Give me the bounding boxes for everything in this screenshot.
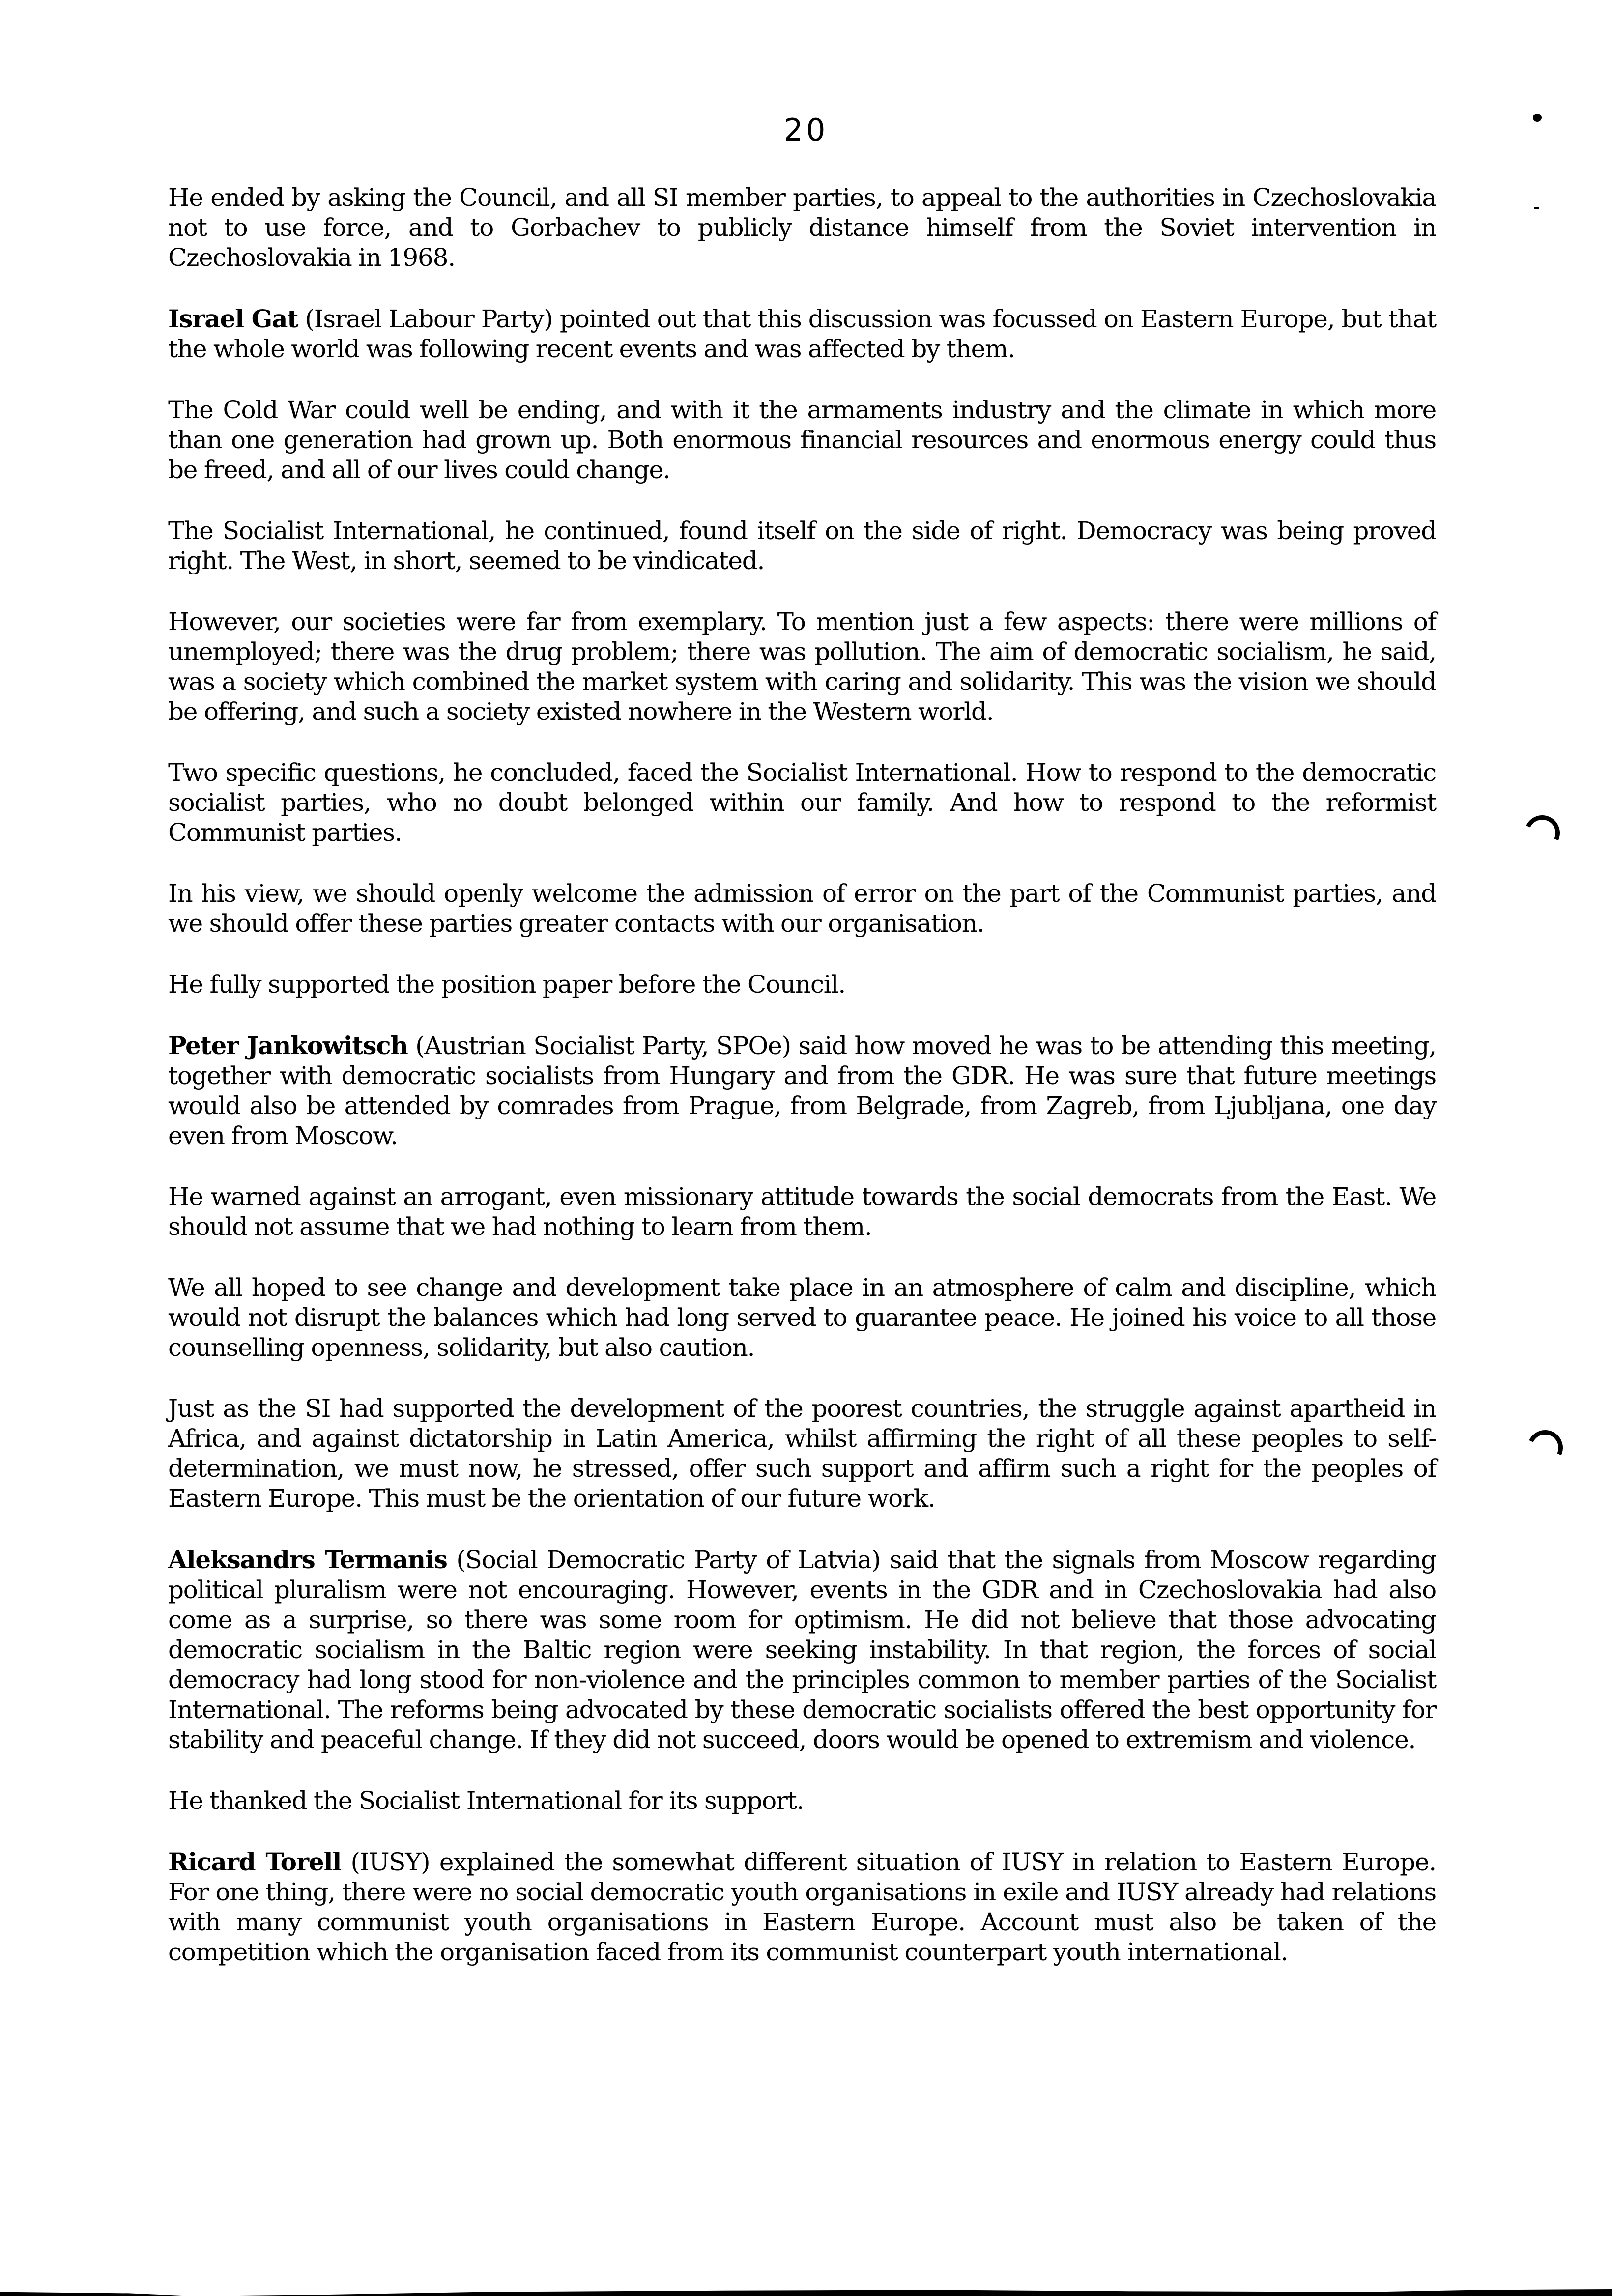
paragraph-speaker (168, 304, 1436, 364)
paragraph-speaker (168, 1031, 1436, 1151)
paragraph-text: He ended by asking the Council, and all SI member parties, to appeal to the authorities in Czechoslovakia not to use force, and to Gorbachev to publicly distance himself from the Soviet intervention in Czechoslovakia in 1968. (168, 183, 1436, 272)
paragraph (168, 1182, 1436, 1242)
speaker-name: Israel Gat (168, 304, 298, 333)
paragraph-text: Just as the SI had supported the development of the poorest countries, the struggle against apartheid in Africa, and against dictatorship in Latin America, whilst affirming the right of all these peoples to self-determination, we must now, he stressed, offer such support and affirm such a right for the peoples of Eastern Europe. This must be the orientation of our future work. (168, 1394, 1436, 1513)
paragraph-text: He warned against an arrogant, even missionary attitude towards the social democrats from the East. We should not assume that we had nothing to learn from them. (168, 1182, 1436, 1241)
paragraph (168, 1786, 1436, 1816)
speaker-name: Ricard Torell (168, 1847, 342, 1876)
paragraph (168, 879, 1436, 939)
paragraph-text: (Austrian Socialist Party, SPOe) said how moved he was to be attending this meeting, together with democratic socialists from Hungary and from the GDR. He was sure that future meetings would also be attended by comrades from Prague, from Belgrade, from Zagreb, from Ljubljana, one day even from Moscow. (168, 1032, 1436, 1150)
paragraph-text: The Cold War could well be ending, and with it the armaments industry and the climate in which more than one generation had grown up. Both enormous financial resources and enormous energy could thus be freed, and all of our lives could change. (168, 396, 1436, 484)
paragraph-text: He fully supported the position paper before the Council. (168, 970, 846, 999)
paragraph (168, 395, 1436, 485)
paragraph-text: (Israel Labour Party) pointed out that this discussion was focussed on Eastern Europe, but that the whole world was following recent events and was affected by them. (168, 305, 1436, 363)
scan-bottom-edge (0, 2289, 1612, 2296)
paragraph-speaker (168, 1545, 1436, 1755)
paragraph-text: In his view, we should openly welcome the admission of error on the part of the Communist parties, and we should offer these parties greater contacts with our organisation. (168, 879, 1436, 938)
paragraph (168, 516, 1436, 576)
speaker-name: Peter Jankowitsch (168, 1031, 408, 1060)
paragraph (168, 607, 1436, 727)
paragraph-text: He thanked the Socialist International for its support. (168, 1786, 804, 1815)
punch-hole-mark (1520, 810, 1565, 856)
paragraph (168, 970, 1436, 1000)
paragraph (168, 1273, 1436, 1363)
page-number: 20 (783, 112, 829, 148)
paragraph-text: We all hoped to see change and development take place in an atmosphere of calm and discipline, which would not disrupt the balances which had long served to guarantee peace. He joined his voice to all those counselling openness, solidarity, but also caution. (168, 1273, 1436, 1362)
paragraph-speaker (168, 1847, 1436, 1967)
paragraph (168, 183, 1436, 273)
document-body (168, 183, 1436, 1998)
paragraph (168, 1394, 1436, 1514)
punch-hole-mark (1523, 1425, 1568, 1470)
paragraph-text: (IUSY) explained the somewhat different situation of IUSY in relation to Eastern Europe. For one thing, there were no social democratic youth organisations in exile and IUSY already had relations with many communist youth organisations in Eastern Europe. Account must also be taken of the competition which the organisation faced from its communist counterpart youth international. (168, 1848, 1436, 1966)
scan-dash-mark (1534, 207, 1539, 209)
paragraph-text: However, our societies were far from exemplary. To mention just a few aspects: there were millions of unemployed; there was the drug problem; there was pollution. The aim of democratic socialism, he said, was a society which combined the market system with caring and solidarity. This was the vision we should be offering, and such a society existed nowhere in the Western world. (168, 607, 1436, 726)
speaker-name: Aleksandrs Termanis (168, 1545, 447, 1574)
paragraph-text: The Socialist International, he continued, found itself on the side of right. Democracy was being proved right. The West, in short, seemed to be vindicated. (168, 517, 1436, 575)
paragraph (168, 758, 1436, 848)
paragraph-text: Two specific questions, he concluded, faced the Socialist International. How to respond to the democratic socialist parties, who no doubt belonged within our family. And how to respond to the reformist Communist parties. (168, 758, 1436, 847)
paragraph-text: (Social Democratic Party of Latvia) said that the signals from Moscow regarding political pluralism were not encouraging. However, events in the GDR and in Czechoslovakia had also come as a surprise, so there was some room for optimism. He did not believe that those advocating democratic socialism in the Baltic region were seeking instability. In that region, the forces of social democracy had long stood for non-violence and the principles common to member parties of the Socialist International. The reforms being advocated by these democratic socialists offered the best opportunity for stability and peaceful change. If they did not succeed, doors would be opened to extremism and violence. (168, 1546, 1436, 1754)
